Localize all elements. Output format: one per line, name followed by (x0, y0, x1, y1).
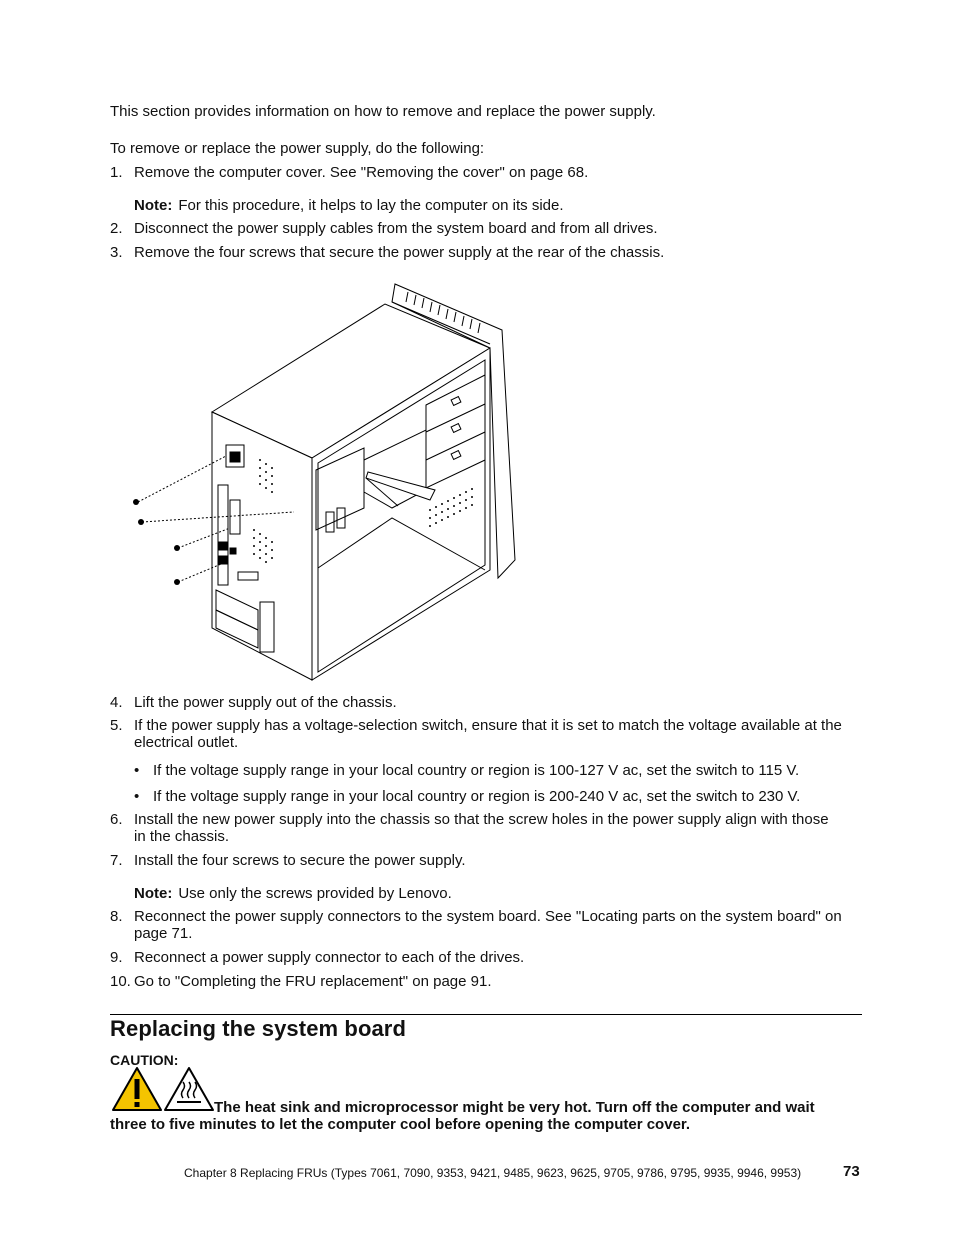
chassis-illustration (130, 280, 530, 685)
step-text: Install the four screws to secure the power supply. (134, 852, 466, 869)
bullet-text: If the voltage supply range in your local country or region is 100-127 V ac, set the switch to 115 V. (153, 762, 800, 779)
step-number: 5. (110, 717, 123, 734)
section-heading: Replacing the system board (110, 1016, 407, 1041)
step-number: 10. (110, 973, 131, 990)
page-number: 73 (843, 1163, 860, 1180)
step-number: 8. (110, 908, 123, 925)
step-number: 1. (110, 164, 123, 181)
caution-text: The heat sink and microprocessor might be very hot. Turn off the computer and wait three to five minutes to let the computer cool before opening the computer cover. (110, 1099, 815, 1133)
step-number: 3. (110, 244, 123, 261)
step-number: 9. (110, 949, 123, 966)
step-text: If the power supply has a voltage-selection switch, ensure that it is set to match the voltage available at the electrical outlet. (134, 717, 842, 751)
bullet-marker: • (134, 762, 140, 779)
step-text: Remove the four screws that secure the power supply at the rear of the chassis. (134, 244, 665, 261)
note-label: Note: (134, 885, 173, 902)
bullet-marker: • (134, 788, 140, 805)
step-number: 4. (110, 694, 123, 711)
step-text: Reconnect a power supply connector to each of the drives. (134, 949, 525, 966)
note (134, 885, 844, 902)
step-number: 7. (110, 852, 123, 869)
step-text: Remove the computer cover. See "Removing the cover" on page 68. (134, 164, 589, 181)
step-number: 2. (110, 220, 123, 237)
section-divider (110, 1014, 862, 1015)
note-label: Note: (134, 197, 173, 214)
intro-paragraph: This section provides information on how to remove and replace the power supply. (110, 103, 656, 120)
step-text: Lift the power supply out of the chassis. (134, 694, 397, 711)
step-text: Disconnect the power supply cables from the system board and from all drives. (134, 220, 658, 237)
note-text: Use only the screws provided by Lenovo. (178, 885, 452, 902)
note-text: For this procedure, it helps to lay the computer on its side. (178, 197, 564, 214)
bullet-text: If the voltage supply range in your local country or region is 200-240 V ac, set the switch to 230 V. (153, 788, 801, 805)
caution-label: CAUTION: (110, 1052, 179, 1068)
step-text: Reconnect the power supply connectors to the system board. See "Locating parts on the system board" on page 71. (134, 908, 842, 942)
step-text: Install the new power supply into the chassis so that the screw holes in the power supply align with those in the chassis. (134, 811, 829, 845)
procedure-lead: To remove or replace the power supply, do the following: (110, 140, 485, 157)
step-text: Go to "Completing the FRU replacement" on page 91. (134, 973, 492, 990)
note (134, 197, 844, 214)
page-footer: Chapter 8 Replacing FRUs (Types 7061, 7090, 9353, 9421, 9485, 9623, 9625, 9705, 9786, 9795, 9935, 9946, 9953) (184, 1166, 802, 1180)
step-number: 6. (110, 811, 123, 828)
